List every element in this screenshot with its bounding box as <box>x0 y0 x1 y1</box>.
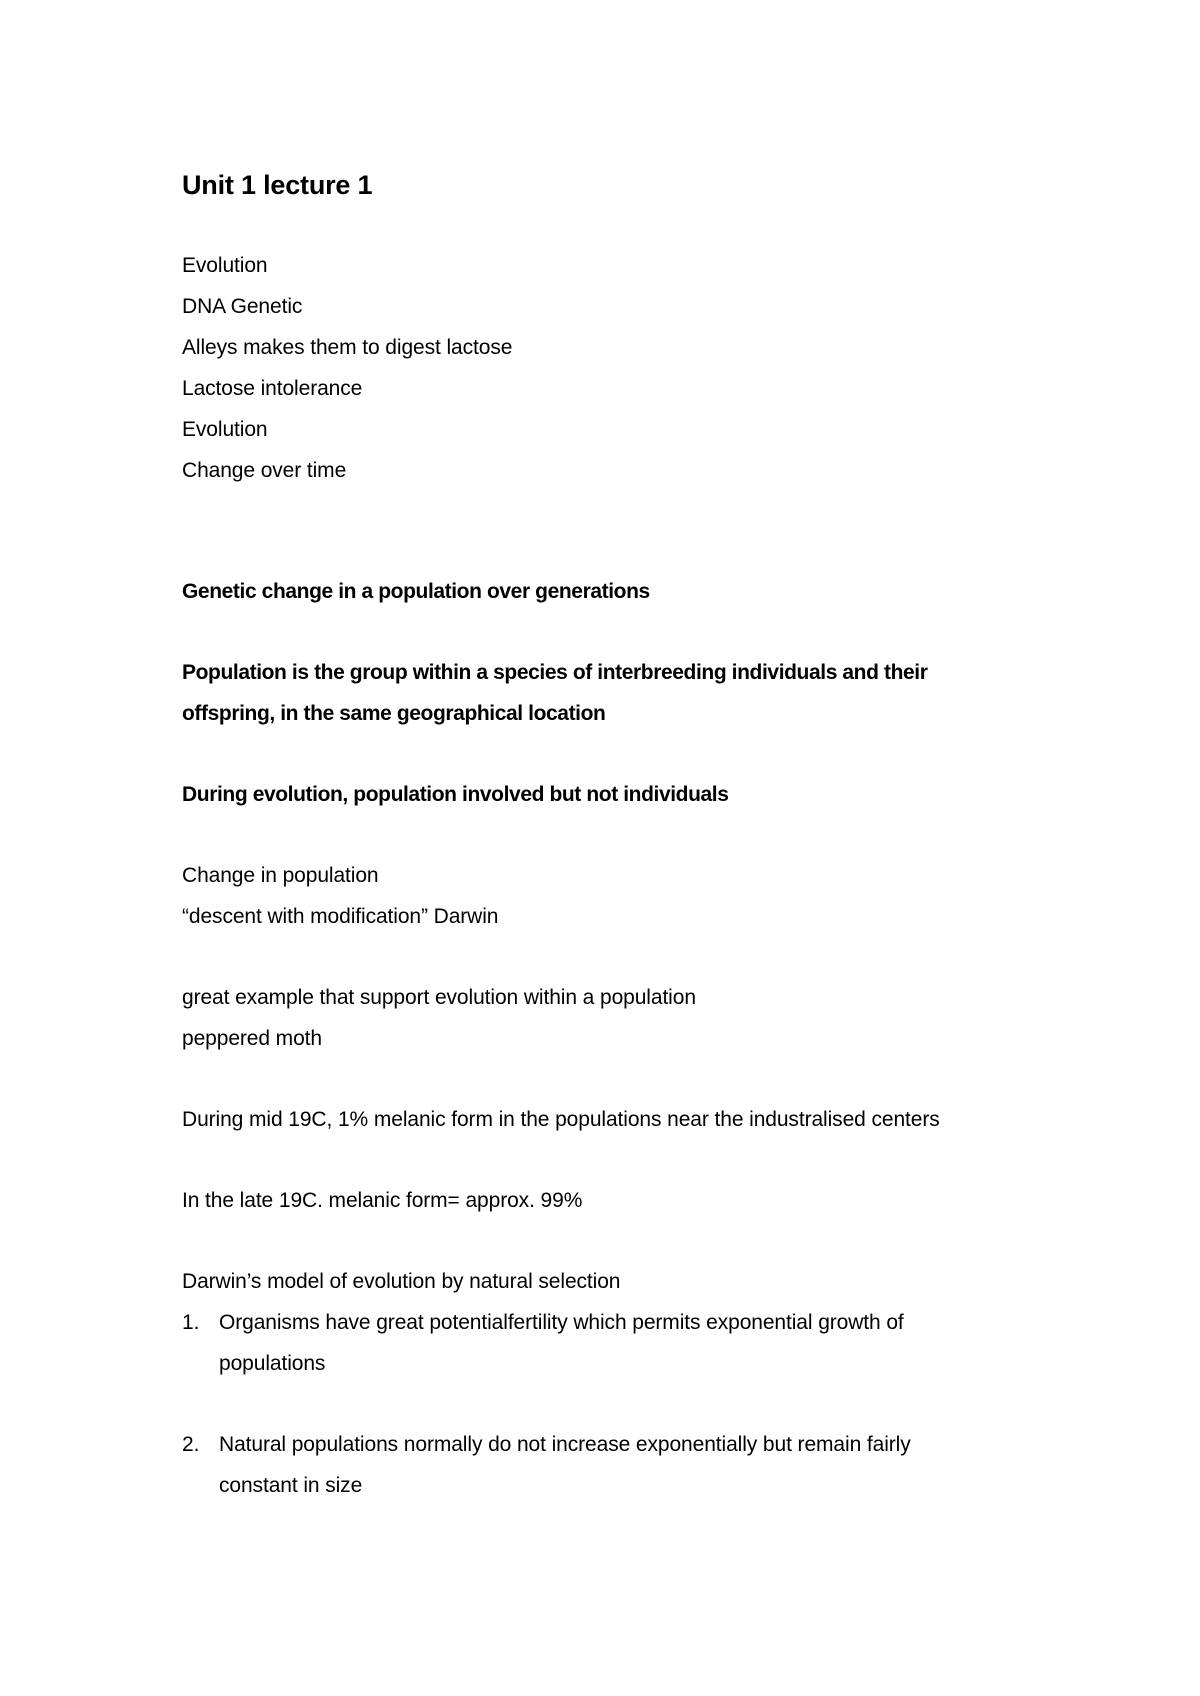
document-title: Unit 1 lecture 1 <box>182 170 373 200</box>
late-19c-line: In the late 19C. melanic form= approx. 99% <box>182 1189 583 1212</box>
list-item-text: Organisms have great potentialfertility which permits exponential growth of <box>219 1311 904 1334</box>
list-item-text: populations <box>219 1352 326 1375</box>
change-line: Change in population <box>182 864 379 887</box>
intro-line: DNA Genetic <box>182 295 303 318</box>
intro-line: Alleys makes them to digest lactose <box>182 336 513 359</box>
intro-line: Evolution <box>182 254 268 277</box>
change-line: “descent with modification” Darwin <box>182 905 499 928</box>
example-line: peppered moth <box>182 1027 322 1050</box>
intro-line: Change over time <box>182 459 347 482</box>
list-item-number: 1. <box>182 1311 200 1334</box>
population-definition-line: offspring, in the same geographical location <box>182 702 606 725</box>
population-definition-line: Population is the group within a species of interbreeding individuals and their <box>182 661 928 684</box>
intro-line: Evolution <box>182 418 268 441</box>
mid-19c-line: During mid 19C, 1% melanic form in the populations near the industralised centers <box>182 1108 940 1131</box>
list-item-text: constant in size <box>219 1474 363 1497</box>
list-item-text: Natural populations normally do not increase exponentially but remain fairly <box>219 1433 911 1456</box>
intro-line: Lactose intolerance <box>182 377 363 400</box>
population-note: During evolution, population involved but not individuals <box>182 783 729 806</box>
evolution-definition: Genetic change in a population over generations <box>182 580 650 603</box>
model-heading: Darwin’s model of evolution by natural selection <box>182 1270 621 1293</box>
list-item-number: 2. <box>182 1433 200 1456</box>
example-line: great example that support evolution within a population <box>182 986 696 1009</box>
